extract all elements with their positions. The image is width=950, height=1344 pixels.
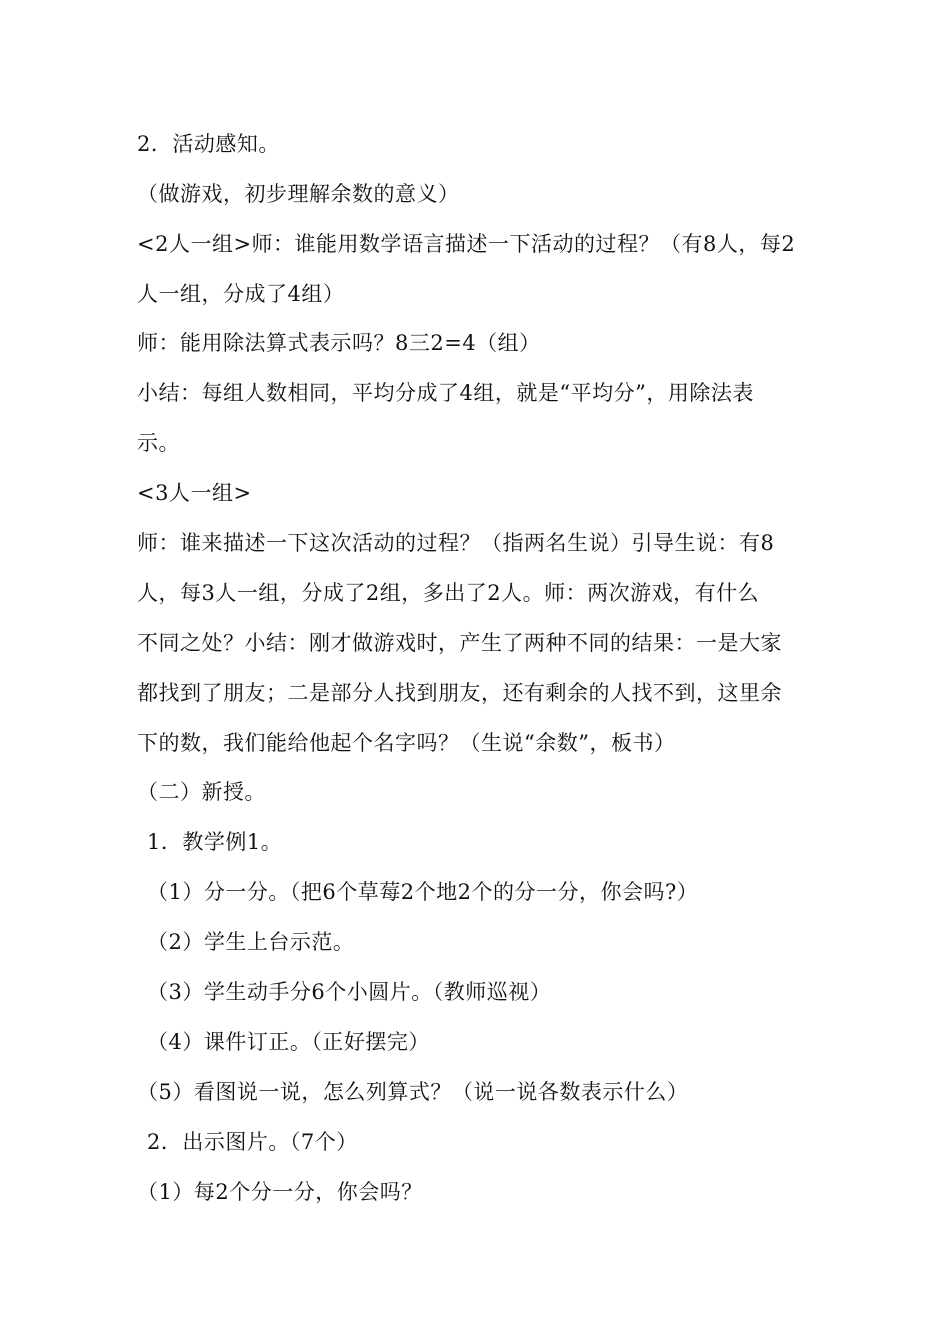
text-line: 小结：每组人数相同，平均分成了4组，就是“平均分”，用除法表 [137, 381, 754, 405]
text-line: 2．出示图片。（7个） [147, 1130, 358, 1154]
text-line: 都找到了朋友；二是部分人找到朋友，还有剩余的人找不到，这里余 [137, 681, 782, 705]
text-line: （4）课件订正。（正好摆完） [147, 1030, 430, 1054]
section-heading: （二）新授。 [137, 780, 266, 804]
text-line: 师：谁来描述一下这次活动的过程？（指两名生说）引导生说：有8 [137, 531, 775, 555]
text-line: 示。 [137, 431, 180, 455]
text-line: 2．活动感知。 [137, 132, 280, 156]
text-line: （1）每2个分一分，你会吗？ [137, 1180, 423, 1204]
text-line: 不同之处？小结：刚才做游戏时，产生了两种不同的结果：一是大家 [137, 631, 782, 655]
text-line: （5）看图说一说，怎么列算式？（说一说各数表示什么） [137, 1080, 689, 1104]
text-line: <3人一组> [137, 481, 252, 505]
text-line: 1．教学例1。 [147, 830, 283, 854]
text-line: 下的数，我们能给他起个名字吗？（生说“余数”，板书） [137, 731, 676, 755]
text-line: （做游戏，初步理解余数的意义） [137, 182, 460, 206]
text-line: 师：能用除法算式表示吗？8三2=4（组） [137, 331, 541, 355]
text-line: <2人一组>师：谁能用数学语言描述一下活动的过程？（有8人，每2 [137, 232, 796, 256]
text-line: （1）分一分。（把6个草莓2个地2个的分一分，你会吗?） [147, 880, 699, 904]
text-line: 人，每3人一组，分成了2组，多出了2人。师：两次游戏，有什么 [137, 581, 760, 605]
text-line: （2）学生上台示范。 [147, 930, 355, 954]
text-line: 人一组，分成了4组） [137, 282, 345, 306]
text-line: （3）学生动手分6个小圆片。（教师巡视） [147, 980, 552, 1004]
